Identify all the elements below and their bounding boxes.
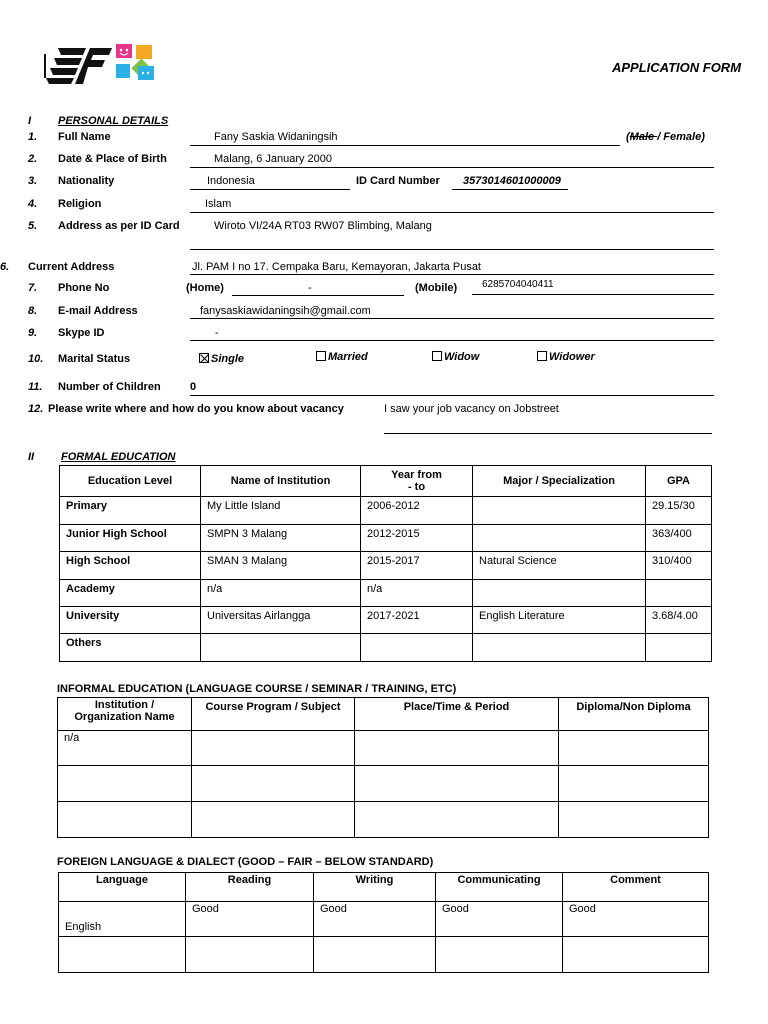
table-cell[interactable] <box>314 937 436 973</box>
marital-widow-option[interactable] <box>432 351 479 363</box>
table-cell: Others <box>60 634 201 662</box>
table-cell[interactable] <box>201 634 361 662</box>
skype-label: Skype ID <box>58 327 105 339</box>
table-cell[interactable] <box>563 937 709 973</box>
foreign-language-title: FOREIGN LANGUAGE & DIALECT (GOOD – FAIR – BELOW STANDARD) <box>57 856 434 868</box>
birth-label: Date & Place of Birth <box>58 153 167 165</box>
table-cell[interactable]: Natural Science <box>473 552 646 580</box>
section-numeral: I <box>28 115 32 127</box>
column-header: Major / Specialization <box>473 466 646 497</box>
item-number: 2. <box>28 153 38 165</box>
ef-logo <box>40 42 162 88</box>
vacancy-label: Please write where and how do you know about vacancy <box>48 403 344 415</box>
gender-female: / Female) <box>657 131 705 143</box>
table-cell[interactable] <box>559 731 709 766</box>
item-number: 3. <box>28 175 38 187</box>
item-number: 6. <box>0 261 10 273</box>
phone-label: Phone No <box>58 282 110 294</box>
table-cell: Academy <box>60 580 201 607</box>
current-address-label: Current Address <box>28 261 115 273</box>
item-number: 4. <box>28 198 38 210</box>
section-title: FORMAL EDUCATION <box>61 451 176 463</box>
informal-education-title: INFORMAL EDUCATION (LANGUAGE COURSE / SEMINAR / TRAINING, ETC) <box>57 683 457 695</box>
column-header: Communicating <box>436 873 563 902</box>
item-number: 1. <box>28 131 38 143</box>
underline <box>190 274 714 275</box>
foreign-language-table <box>58 872 709 973</box>
religion-value[interactable]: Islam <box>205 198 232 210</box>
table-row <box>60 580 712 607</box>
table-row <box>58 802 709 838</box>
section-title: PERSONAL DETAILS <box>58 115 169 127</box>
table-cell[interactable] <box>473 525 646 552</box>
email-value[interactable]: fanysaskiawidaningsih@gmail.com <box>200 305 371 317</box>
table-cell[interactable]: Good <box>563 902 709 937</box>
children-label: Number of Children <box>58 381 161 393</box>
underline <box>190 249 714 250</box>
table-cell[interactable] <box>646 634 712 662</box>
column-header <box>361 466 473 497</box>
underline <box>190 145 620 146</box>
header-line: Institution / <box>94 699 155 711</box>
option-label: Single <box>211 353 245 365</box>
marital-label: Marital Status <box>58 353 131 365</box>
table-cell[interactable] <box>59 937 186 973</box>
table-cell[interactable]: n/a <box>361 580 473 607</box>
underline <box>472 294 714 295</box>
underline <box>384 433 712 434</box>
header-line: - to <box>407 481 426 493</box>
table-cell[interactable]: 3.68/4.00 <box>646 607 712 634</box>
underline <box>190 189 350 190</box>
table-cell[interactable] <box>559 802 709 838</box>
table-cell[interactable] <box>361 634 473 662</box>
id-card-label: ID Card Number <box>356 175 440 187</box>
table-cell[interactable] <box>473 634 646 662</box>
table-row <box>60 552 712 580</box>
table-cell[interactable] <box>436 937 563 973</box>
mobile-phone-value[interactable]: 6285704040411 <box>482 279 554 290</box>
table-cell[interactable] <box>186 937 314 973</box>
address-id-label: Address as per ID Card <box>58 220 180 232</box>
column-header: Name of Institution <box>201 466 361 497</box>
table-cell[interactable]: 2012-2015 <box>361 525 473 552</box>
column-header: Language <box>59 873 186 902</box>
vacancy-value[interactable]: I saw your job vacancy on Jobstreet <box>384 403 559 415</box>
option-label: Widow <box>444 351 480 363</box>
item-number: 10. <box>28 353 44 365</box>
table-cell[interactable]: 29.15/30 <box>646 497 712 525</box>
table-cell[interactable]: 2015-2017 <box>361 552 473 580</box>
table-row <box>59 902 709 937</box>
table-cell[interactable]: 310/400 <box>646 552 712 580</box>
column-header: Reading <box>186 873 314 902</box>
checkbox-checked-icon[interactable] <box>199 353 209 363</box>
item-number: 11. <box>28 381 43 393</box>
item-number: 5. <box>28 220 38 232</box>
table-cell[interactable] <box>355 766 559 802</box>
item-number: 8. <box>28 305 38 317</box>
option-label: Married <box>328 351 368 363</box>
home-label: (Home) <box>186 282 224 294</box>
table-cell[interactable] <box>192 766 355 802</box>
table-cell[interactable] <box>473 580 646 607</box>
column-header <box>58 698 192 731</box>
table-cell[interactable] <box>646 580 712 607</box>
table-row <box>60 634 712 662</box>
underline <box>190 167 714 168</box>
email-label: E-mail Address <box>58 305 138 317</box>
table-row <box>58 731 709 766</box>
underline <box>190 212 714 213</box>
birth-value[interactable]: Malang, 6 January 2000 <box>214 153 333 165</box>
gender-open: ( <box>626 131 630 143</box>
table-cell[interactable]: Good <box>436 902 563 937</box>
table-cell[interactable] <box>355 802 559 838</box>
checkbox-icon[interactable] <box>432 351 442 361</box>
section-numeral: II <box>28 451 35 463</box>
underline <box>190 340 714 341</box>
table-cell: Junior High School <box>60 525 201 552</box>
nationality-value[interactable]: Indonesia <box>207 175 255 187</box>
table-cell[interactable] <box>192 731 355 766</box>
table-cell[interactable]: SMAN 3 Malang <box>201 552 361 580</box>
checkbox-icon[interactable] <box>316 351 326 361</box>
table-cell[interactable] <box>355 731 559 766</box>
item-number: 9. <box>28 327 38 339</box>
column-header: Education Level <box>60 466 201 497</box>
mobile-label: (Mobile) <box>415 282 458 294</box>
column-header: Diploma/Non Diploma <box>559 698 709 731</box>
option-label: Widower <box>549 351 595 363</box>
table-cell: High School <box>60 552 201 580</box>
informal-education-table <box>57 697 709 838</box>
header-line: Year from <box>391 469 442 481</box>
table-cell[interactable]: n/a <box>58 731 192 766</box>
form-title: APPLICATION FORM <box>612 60 742 75</box>
table-cell[interactable]: My Little Island <box>201 497 361 525</box>
skype-value[interactable]: - <box>215 327 219 339</box>
table-cell[interactable]: 363/400 <box>646 525 712 552</box>
table-cell[interactable] <box>58 766 192 802</box>
table-row <box>60 607 712 634</box>
column-header: Place/Time & Period <box>355 698 559 731</box>
full-name-value[interactable]: Fany Saskia Widaningsih <box>214 131 338 143</box>
column-header: Comment <box>563 873 709 902</box>
id-card-value[interactable]: 3573014601000009 <box>463 175 561 187</box>
table-row <box>59 937 709 973</box>
table-cell[interactable]: 2006-2012 <box>361 497 473 525</box>
table-cell[interactable]: 2017-2021 <box>361 607 473 634</box>
table-row <box>58 766 709 802</box>
column-header: GPA <box>646 466 712 497</box>
table-row <box>60 525 712 552</box>
marital-widower-option[interactable] <box>537 351 595 363</box>
gender-field[interactable] <box>626 131 705 143</box>
children-value[interactable]: 0 <box>190 381 197 393</box>
religion-label: Religion <box>58 198 102 210</box>
home-phone-value[interactable]: - <box>308 282 312 294</box>
underline <box>190 395 714 396</box>
table-cell: University <box>60 607 201 634</box>
table-cell[interactable] <box>192 802 355 838</box>
table-cell[interactable]: n/a <box>201 580 361 607</box>
address-id-value[interactable]: Wiroto VI/24A RT03 RW07 Blimbing, Malang <box>214 220 432 232</box>
header-line: Organization Name <box>74 711 175 723</box>
table-cell[interactable] <box>559 766 709 802</box>
formal-education-table <box>59 465 712 662</box>
table-cell[interactable]: English <box>59 902 186 937</box>
table-cell[interactable] <box>473 497 646 525</box>
item-number: 7. <box>28 282 38 294</box>
table-cell[interactable]: SMPN 3 Malang <box>201 525 361 552</box>
underline <box>452 189 568 190</box>
column-header: Writing <box>314 873 436 902</box>
column-header: Course Program / Subject <box>192 698 355 731</box>
table-cell[interactable]: Good <box>186 902 314 937</box>
table-cell: Primary <box>60 497 201 525</box>
current-address-value[interactable]: Jl. PAM I no 17. Cempaka Baru, Kemayoran, Jakarta Pusat <box>192 261 481 273</box>
full-name-label: Full Name <box>58 131 111 143</box>
table-cell[interactable]: English Literature <box>473 607 646 634</box>
underline <box>232 295 404 296</box>
table-cell[interactable] <box>58 802 192 838</box>
table-cell[interactable]: Universitas Airlangga <box>201 607 361 634</box>
nationality-label: Nationality <box>58 175 115 187</box>
gender-male: Male <box>629 131 658 143</box>
underline <box>190 318 714 319</box>
table-row <box>60 497 712 525</box>
item-number: 12. <box>28 403 44 415</box>
marital-married-option[interactable] <box>316 351 368 363</box>
marital-single-option[interactable] <box>199 353 244 365</box>
table-cell[interactable]: Good <box>314 902 436 937</box>
checkbox-icon[interactable] <box>537 351 547 361</box>
